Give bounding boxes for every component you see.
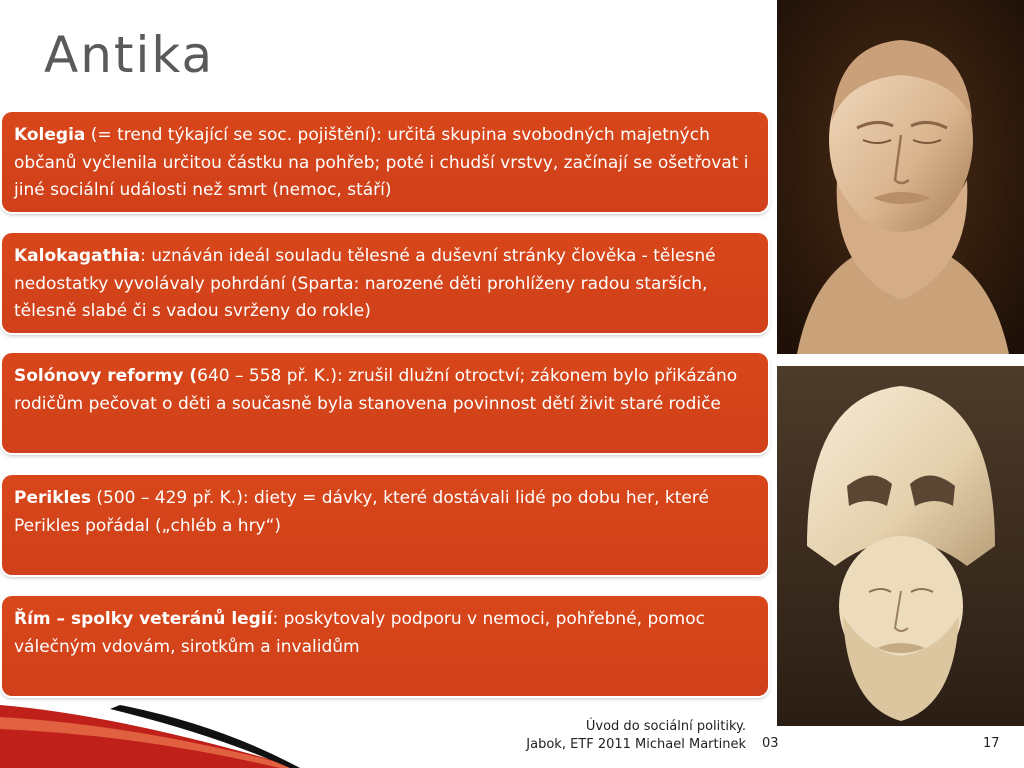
- content-box-perikles: [2, 475, 768, 575]
- content-box-rim: [2, 596, 768, 696]
- footer-text: [526, 718, 746, 754]
- bust-image-helmeted: [777, 366, 1024, 726]
- term-description: 640 – 558 př. K.): zrušil dlužní otroctví; zákonem bylo přikázáno rodičům pečovat o děti a současně byla stanovena povinnost dětí živit staré rodiče: [14, 366, 738, 414]
- term-label: Kalokagathia: [14, 246, 141, 266]
- term-label: Kolegia: [14, 125, 86, 145]
- page-number: 17: [983, 736, 1000, 751]
- term-label: Perikles: [14, 488, 91, 508]
- term-description: : uznáván ideál souladu tělesné a duševní stránky člověka - tělesné nedostatky vyvolávaly pohrdání (Sparta: narozené děti prohlíženy radou starších, tělesně slabé či s vadou svrženy do rokle): [14, 246, 716, 321]
- content-box-kalokagathia: [2, 233, 768, 333]
- footer-date: 03: [762, 736, 779, 751]
- bust-image-bearded: [777, 0, 1024, 354]
- content-box-solon: [2, 353, 768, 453]
- footer-line-author: Jabok, ETF 2011 Michael Martinek: [526, 737, 746, 752]
- term-label: Řím – spolky veteránů legií: [14, 609, 273, 629]
- footer-line-course: Úvod do sociální politiky.: [585, 719, 746, 734]
- term-description: (= trend týkající se soc. pojištění): určitá skupina svobodných majetných občanů vyčlenila určitou částku na pohřeb; poté i chudší vrstvy, začínají se ošetřovat i jiné sociální události než smrt (nemoc, stáří): [14, 125, 749, 200]
- content-box-kolegia: [2, 112, 768, 212]
- term-description: (500 – 429 př. K.): diety = dávky, které dostávali lidé po dobu her, které Perikles pořádal („chléb a hry“): [14, 488, 709, 536]
- slide-title: Antika: [44, 26, 215, 84]
- decorative-swoosh: [0, 695, 300, 768]
- term-description: : poskytovaly podporu v nemoci, pohřebné, pomoc válečným vdovám, sirotkům a invalidům: [14, 609, 705, 657]
- term-label: Solónovy reformy (: [14, 366, 198, 386]
